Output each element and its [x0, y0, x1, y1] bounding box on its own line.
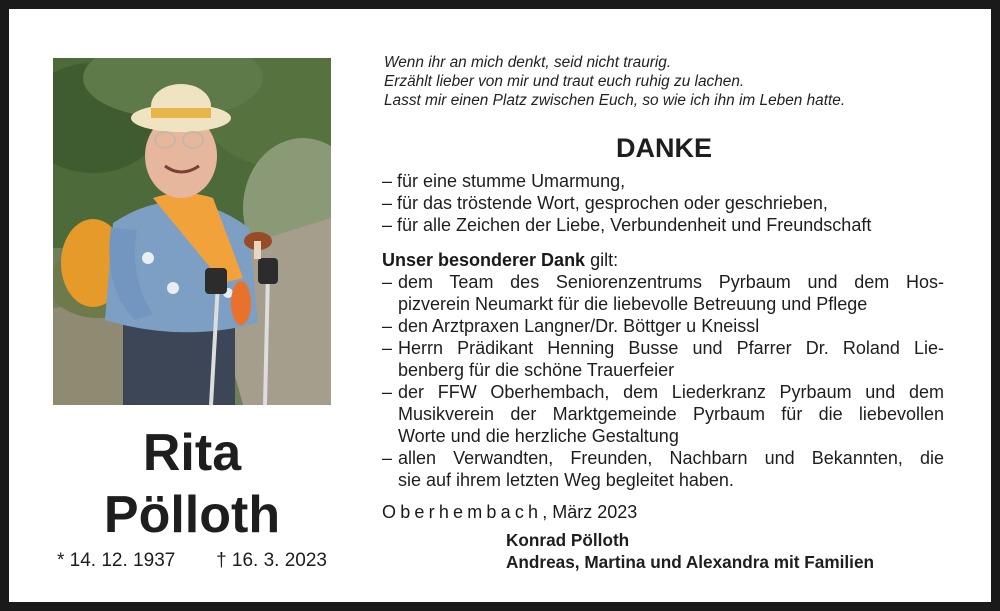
thanks-heading: DANKE [615, 133, 712, 163]
special-thanks-rest: gilt: [585, 250, 619, 270]
list-dash: – [382, 338, 393, 358]
list-dash: – [382, 382, 393, 402]
poem-line: Wenn ihr an mich denkt, seid nicht traurig. [384, 54, 672, 71]
list-item [382, 447, 944, 491]
list-dash: – [382, 316, 393, 336]
list-line: sie auf ihrem letzten Weg begleitet haben. [398, 470, 734, 490]
signature-line: Konrad Pölloth [506, 530, 630, 550]
special-thanks-bold: Unser besonderer Dank [382, 250, 586, 270]
list-line: den Arztpraxen Langner/Dr. Böttger u Kneissl [398, 316, 760, 336]
list-line: benberg für die schöne Trauerfeier [398, 360, 675, 380]
place-and-date [382, 501, 637, 523]
list-item [382, 381, 944, 447]
last-name: Pölloth [103, 486, 281, 544]
list-item [382, 337, 944, 381]
death-date: † 16. 3. 2023 [216, 550, 327, 571]
special-thanks-list [382, 271, 944, 491]
list-item [382, 271, 944, 315]
list-line: Herrn Prädikant Henning Busse und Pfarrer Dr. Roland Lie- [398, 338, 944, 358]
signature [506, 529, 874, 573]
special-thanks-intro [382, 249, 618, 271]
list-line: der FFW Oberhembach, dem Liederkranz Pyrbaum und dem [398, 382, 944, 402]
obituary-card [9, 9, 991, 602]
town: Oberhembach [382, 502, 543, 522]
signature-line: Andreas, Martina und Alexandra mit Familien [506, 552, 875, 572]
birth-date: * 14. 12. 1937 [57, 550, 176, 571]
list-line: pizverein Neumarkt für die liebevolle Betreuung und Pflege [398, 294, 868, 314]
first-name: Rita [142, 424, 242, 482]
portrait-photo [53, 58, 331, 405]
poem-line: Lasst mir einen Platz zwischen Euch, so wie ich ihn im Leben hatte. [384, 92, 846, 109]
list-dash: – [382, 272, 393, 292]
list-dash: – [382, 448, 393, 468]
thanks-list [382, 170, 944, 236]
list-item: – für alle Zeichen der Liebe, Verbundenheit und Freundschaft [382, 215, 872, 235]
poem [384, 53, 944, 110]
date: , März 2023 [542, 502, 638, 522]
list-line: Worte und die herzliche Gestaltung [398, 426, 679, 446]
poem-line: Erzählt lieber von mir und traut euch ruhig zu lachen. [384, 73, 745, 90]
list-line: Musikverein der Marktgemeinde Pyrbaum für die liebevollen [398, 404, 944, 424]
list-line: allen Verwandten, Freunden, Nachbarn und Bekannten, die [398, 448, 944, 468]
list-item: – für das tröstende Wort, gesprochen oder geschrieben, [382, 193, 828, 213]
list-line: dem Team des Seniorenzentrums Pyrbaum und dem Hos- [398, 272, 944, 292]
list-item [382, 315, 944, 337]
list-item: – für eine stumme Umarmung, [382, 171, 626, 191]
